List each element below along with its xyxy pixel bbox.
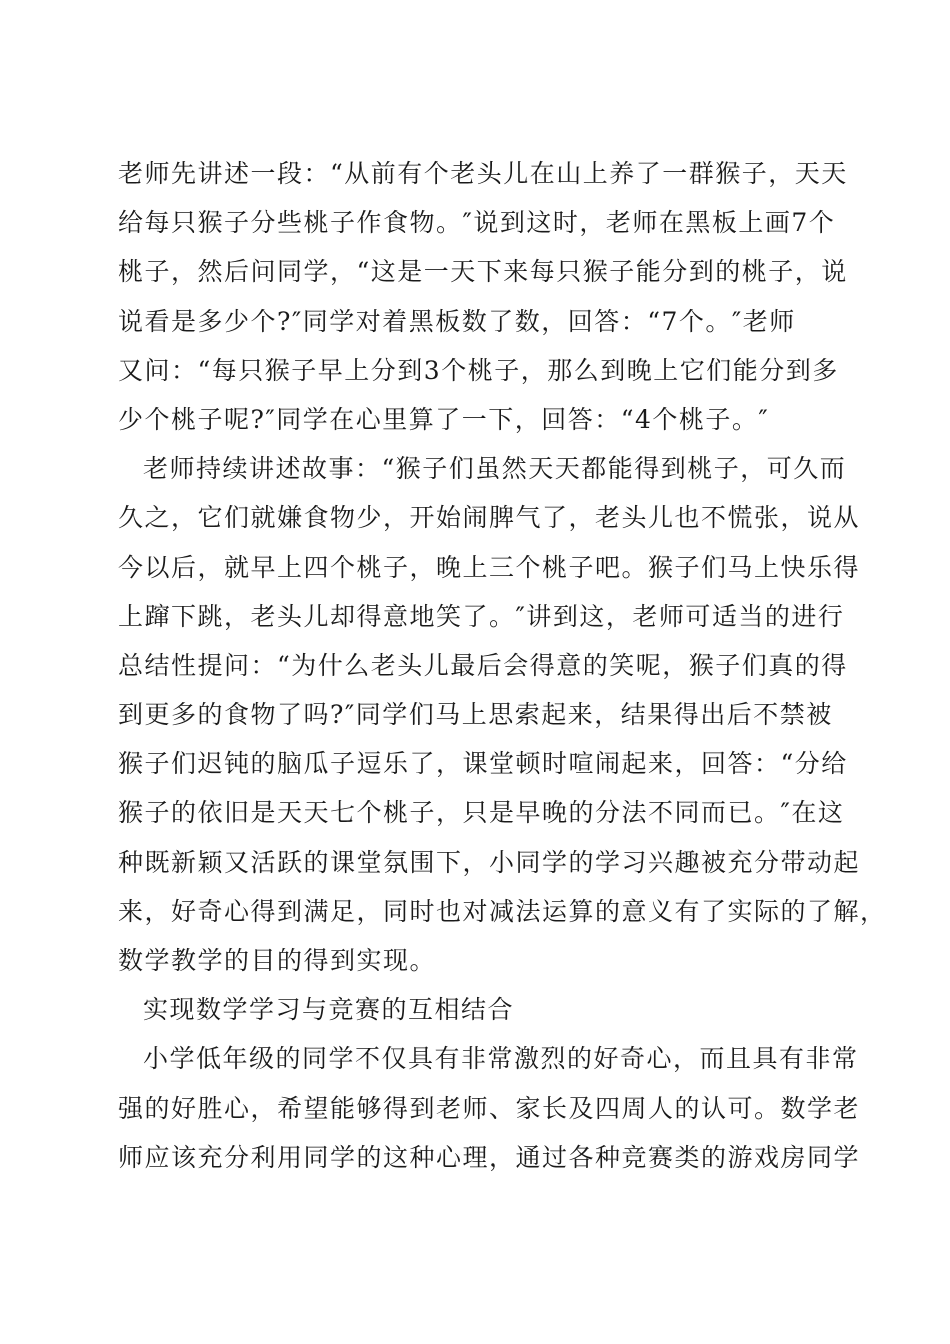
text-line: 少个桃子呢?″同学在心里算了一下，回答：“4个桃子。″ xyxy=(118,404,770,434)
text-line: 今以后，就早上四个桃子，晚上三个桃子吧。猴子们马上快乐得 xyxy=(118,552,861,582)
text-line: 老师先讲述一段：“从前有个老头儿在山上养了一群猴子，天天 xyxy=(118,159,848,188)
text-line: 老师持续讲述故事：“猴子们虽然天天都能得到桃子，可久而 xyxy=(143,454,847,484)
text-line: 到更多的食物了吗?″同学们马上思索起来，结果得出后不禁被 xyxy=(118,700,833,730)
text-line: 种既新颖又活跃的课堂氛围下，小同学的学习兴趣被充分带动起 xyxy=(118,847,861,877)
text-line: 猴子们迟钝的脑瓜子逗乐了，课堂顿时喧闹起来，回答：“分给 xyxy=(118,749,848,779)
text-line: 师应该充分利用同学的这种心理，通过各种竞赛类的游戏房同学 xyxy=(118,1142,861,1172)
text-line: 强的好胜心，希望能够得到老师、家长及四周人的认可。数学老 xyxy=(118,1093,861,1123)
text-line: 总结性提问：“为什么老头儿最后会得意的笑呢，猴子们真的得 xyxy=(118,650,848,680)
text-line: 上蹿下跳，老头儿却得意地笑了。″讲到这，老师可适当的进行 xyxy=(118,601,845,631)
text-line: 给每只猴子分些桃子作食物。″说到这时，老师在黑板上画7个 xyxy=(118,208,836,238)
text-line: 来，好奇心得到满足，同时也对减法运算的意义有了实际的了解， xyxy=(118,896,887,926)
text-line: 小学低年级的同学不仅具有非常激烈的好奇心，而且具有非常 xyxy=(143,1044,859,1074)
document-body xyxy=(0,149,950,1182)
text-line: 说看是多少个?″同学对着黑板数了数，回答：“7个。″老师 xyxy=(118,306,796,336)
text-line: 猴子的依旧是天天七个桃子，只是早晚的分法不同而已。″在这 xyxy=(118,798,845,828)
text-line: 又问：“每只猴子早上分到3个桃子，那么到晚上它们能分到多 xyxy=(118,355,839,385)
text-line: 久之，它们就嫌食物少，开始闹脾气了，老头儿也不慌张，说从 xyxy=(118,503,861,533)
text-line: 数学教学的目的得到实现。 xyxy=(118,946,437,975)
text-line: 实现数学学习与竞赛的互相结合 xyxy=(143,995,515,1025)
text-line: 桃子，然后问同学，“这是一天下来每只猴子能分到的桃子，说 xyxy=(118,257,848,287)
